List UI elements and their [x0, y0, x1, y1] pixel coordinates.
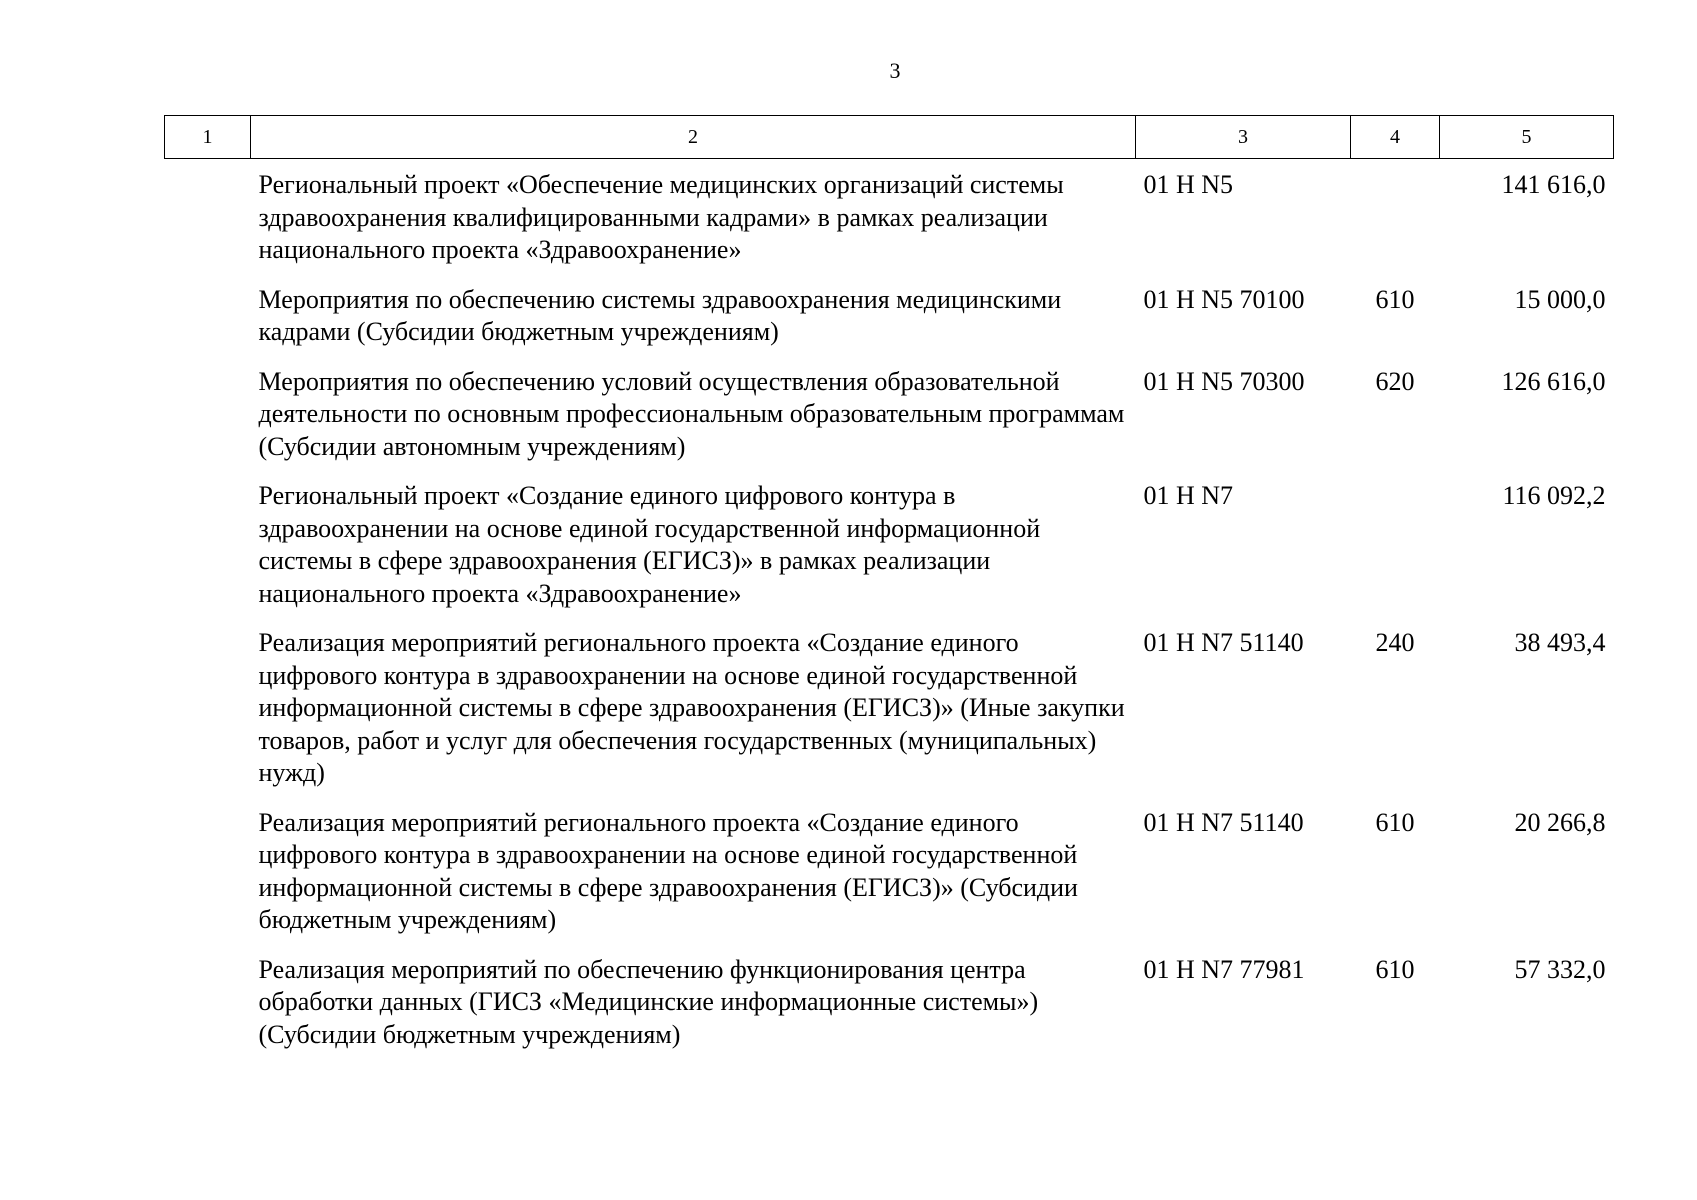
row-expense-type [1351, 159, 1440, 284]
row-amount: 38 493,4 [1514, 628, 1606, 657]
header-col-5: 5 [1440, 116, 1614, 159]
row-amount: 126 616,0 [1501, 366, 1606, 396]
row-number-cell [165, 366, 251, 481]
row-amount: 116 092,2 [1502, 481, 1606, 510]
row-code: 01 Н N5 70100 [1143, 284, 1305, 314]
row-code: 01 Н N7 51140 [1143, 628, 1304, 657]
row-number-cell [165, 627, 251, 807]
table-row [165, 159, 1614, 284]
row-name: Мероприятия по обеспечению условий осуществления образовательной деятельности по основным профессиональным образовательным программам (Субсидии автономным учреждениям) [258, 366, 1125, 461]
header-col-1: 1 [165, 116, 251, 159]
row-code: 01 Н N7 [1143, 481, 1234, 510]
row-number-cell [165, 284, 251, 366]
table-body [165, 159, 1614, 1069]
row-name: Региональный проект «Обеспечение медицинских организаций системы здравоохранения квалифицированными кадрами» в рамках реализации национального проекта «Здравоохранение» [258, 170, 1064, 264]
table-row [165, 284, 1614, 366]
header-row [165, 116, 1614, 159]
header-col-3: 3 [1136, 116, 1351, 159]
row-amount: 20 266,8 [1514, 807, 1606, 837]
header-col-4: 4 [1351, 116, 1440, 159]
row-name: Региональный проект «Создание единого цифрового контура в здравоохранении на основе единой государственной информационной системы в сфере здравоохранения (ЕГИСЗ)» в рамках реализации национального проекта «Здравоохранение» [258, 481, 1041, 608]
table-row [165, 954, 1614, 1069]
row-amount: 15 000,0 [1514, 284, 1606, 314]
header-col-2: 2 [251, 116, 1136, 159]
row-number-cell [165, 480, 251, 627]
row-expense-type: 610 [1375, 807, 1415, 837]
row-name: Мероприятия по обеспечению системы здравоохранения медицинскими кадрами (Субсидии бюджетным учреждениям) [258, 284, 1062, 346]
row-code: 01 Н N7 51140 [1143, 807, 1304, 837]
row-name: Реализация мероприятий регионального проекта «Создание единого цифрового контура в здравоохранении на основе единой государственной информационной системы в сфере здравоохранения (ЕГИСЗ)» (Иные закупки товаров, работ и услуг для обеспечения государственных (муниципальных) нужд) [258, 628, 1125, 787]
row-expense-type [1351, 480, 1440, 627]
row-expense-type: 610 [1375, 954, 1415, 984]
row-code: 01 Н N5 70300 [1143, 366, 1305, 396]
table-row [165, 807, 1614, 954]
row-name: Реализация мероприятий по обеспечению функционирования центра обработки данных (ГИСЗ «Медицинские информационные системы») (Субсидии бюджетным учреждениям) [258, 954, 1039, 1049]
row-expense-type: 240 [1375, 628, 1415, 657]
table-row [165, 480, 1614, 627]
row-amount: 141 616,0 [1501, 170, 1606, 199]
row-number-cell [165, 807, 251, 954]
row-expense-type: 620 [1375, 366, 1415, 396]
row-amount: 57 332,0 [1514, 954, 1606, 984]
table-row [165, 366, 1614, 481]
page-number: 3 [889, 58, 901, 83]
budget-table [164, 115, 1614, 1068]
table-row [165, 627, 1614, 807]
row-code: 01 Н N7 77981 [1143, 954, 1305, 984]
row-expense-type: 610 [1375, 284, 1415, 314]
row-number-cell [165, 159, 251, 284]
row-code: 01 Н N5 [1143, 170, 1234, 199]
row-name: Реализация мероприятий регионального проекта «Создание единого цифрового контура в здравоохранении на основе единой государственной информационной системы в сфере здравоохранения (ЕГИСЗ)» (Субсидии бюджетным учреждениям) [258, 807, 1078, 934]
table-header [165, 116, 1614, 159]
row-number-cell [165, 954, 251, 1069]
